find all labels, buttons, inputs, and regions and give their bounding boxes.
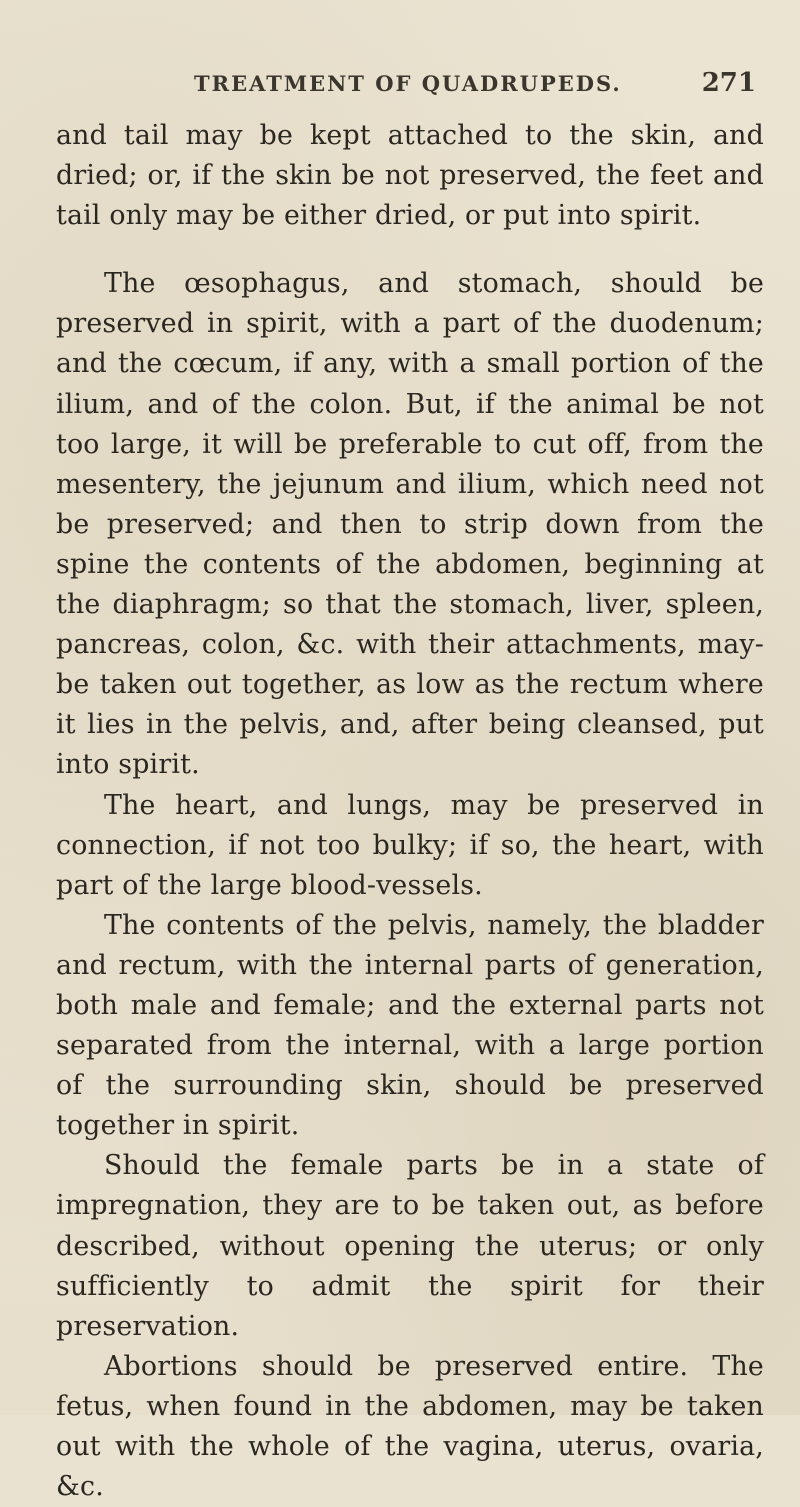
paragraph-female-parts: Should the female parts be in a state of impregnation, they are to be taken out, as before described, without opening the uterus; or only sufficiently to admit the spirit for their preservation. xyxy=(56,1150,764,1342)
page-number: 271 xyxy=(701,68,756,98)
paragraph-continuation: and tail may be kept attached to the skin, and dried; or, if the skin be not preserved, the feet and tail only may be either dried, or put into spirit. xyxy=(56,120,764,232)
page-header xyxy=(56,68,764,98)
paragraph-heart-lungs: The heart, and lungs, may be preserved in connection, if not too bulky; if so, the heart, with part of the large blood-vessels. xyxy=(56,789,764,901)
running-title: TREATMENT OF QUADRUPEDS. xyxy=(194,71,622,96)
paragraph-pelvis: The contents of the pelvis, namely, the bladder and rectum, with the internal parts of generation, both male and female; and the external parts not separated from the internal, with a large portion of the surrounding skin, should be preserved together in spirit. xyxy=(56,909,764,1142)
body-text xyxy=(56,116,764,1507)
paragraph-oesophagus: The œsophagus, and stomach, should be preserved in spirit, with a part of the duodenum; and the cœcum, if any, with a small portion of the ilium, and of the colon. But, if the animal be not too large, it will be preferable to cut off, from the mesentery, the jejunum and ilium, which need not be preserved; and then to strip down from the spine the contents of the abdomen, beginning at the diaphragm; so that the stomach, liver, spleen, pancreas, colon, &c. with their attachments, may-be taken out together, as low as the rectum where it lies in the pelvis, and, after being cleansed, put into spirit. xyxy=(56,268,764,781)
paragraph-abortions: Abortions should be preserved entire. The fetus, when found in the abdomen, may be taken out with the whole of the vagina, uterus, ovaria, &c. xyxy=(56,1350,764,1503)
